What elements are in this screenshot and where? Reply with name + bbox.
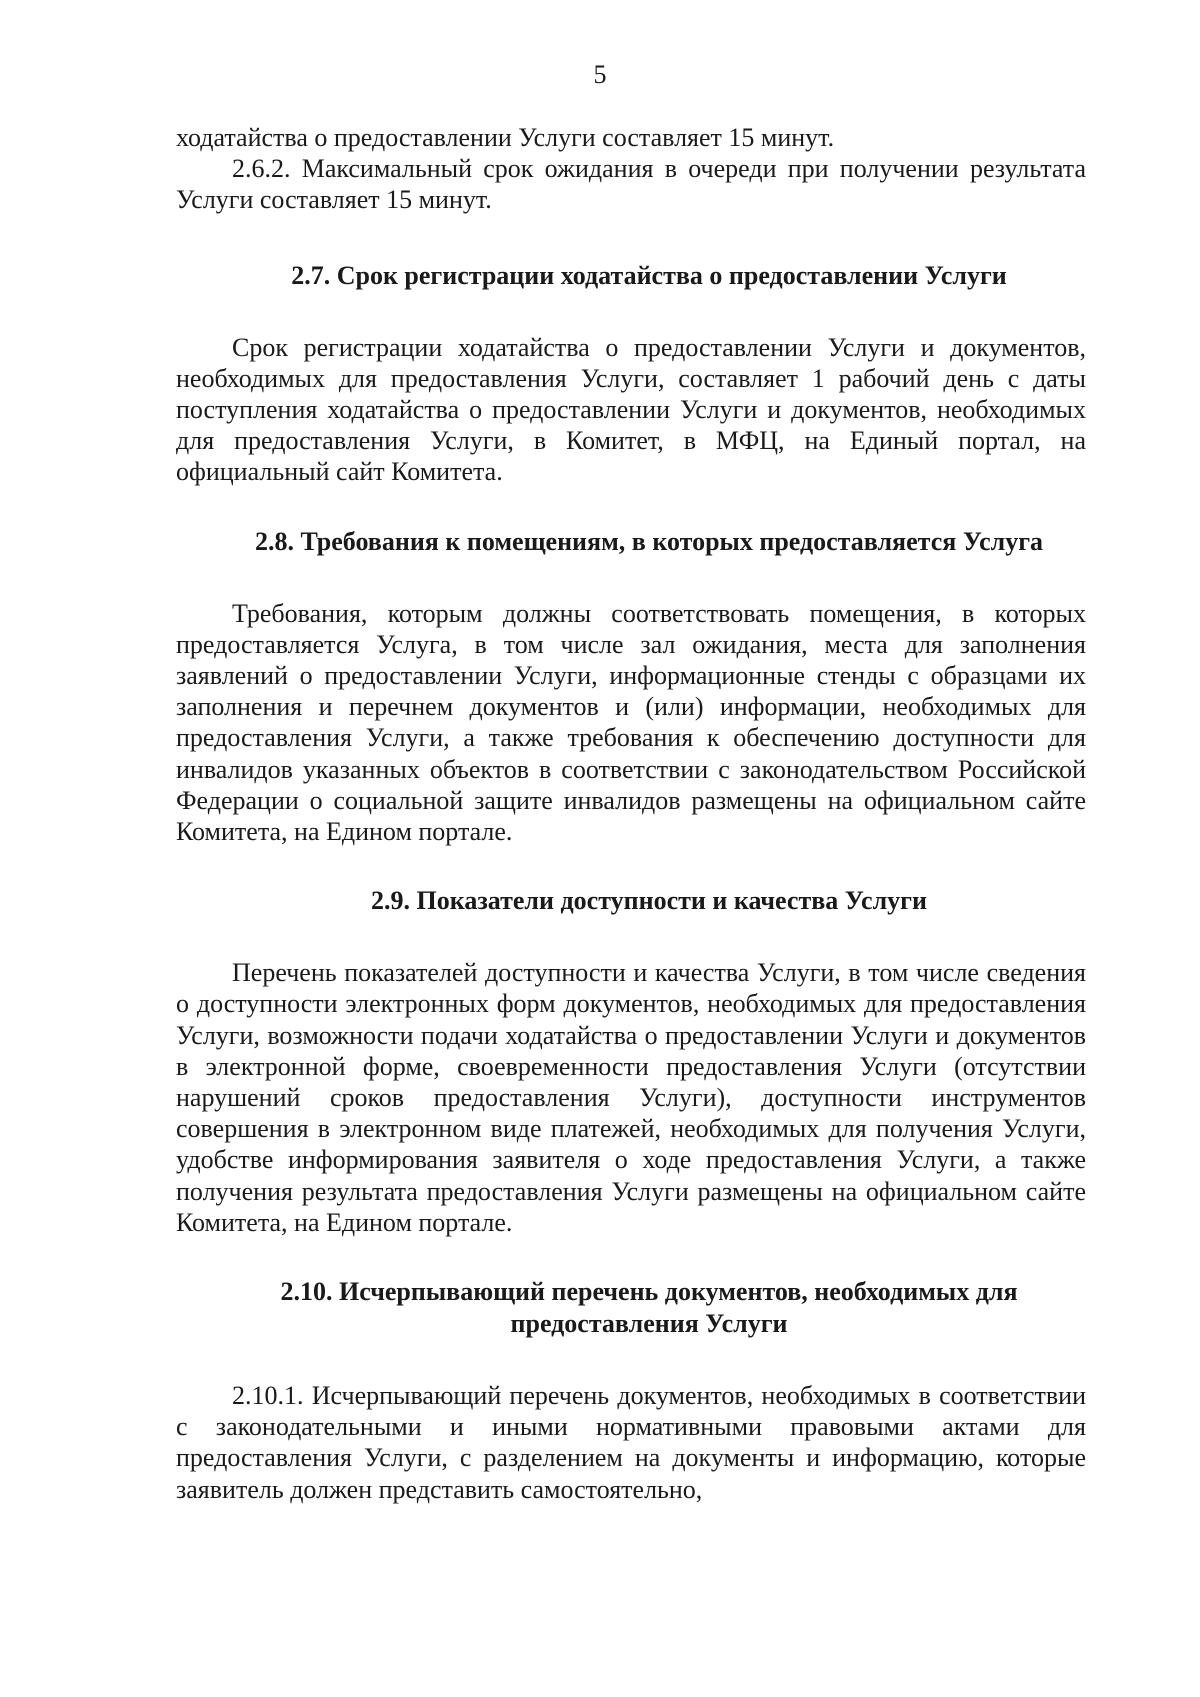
section-2-9-body: Перечень показателей доступности и качества Услуги, в том числе сведения о доступности электронных форм документов, необходимых для предоставления Услуги, возможности подачи ходатайства о предоставлении Услуги и документов в электронной форме, своевременности предоставления Услуги (отсутствии нарушений сроков предоставления Услуги), доступности инструментов совершения в электронном виде платежей, необходимых для получения Услуги, удобстве информирования заявителя о ходе предоставления Услуги, а также получения результата предоставления Услуги размещены на официальном сайте Комитета, на Едином портале. xyxy=(176,958,1086,1237)
intro-continuation: ходатайства о предоставлении Услуги составляет 15 минут. xyxy=(176,123,835,152)
section-2-7-body: Срок регистрации ходатайства о предоставлении Услуги и документов, необходимых для предоставления Услуги, составляет 1 рабочий день с даты поступления ходатайства о предоставлении Услуги и документов, необходимых для предоставления Услуги, в Комитет, в МФЦ, на Единый портал, на официальный сайт Комитета. xyxy=(176,332,1086,487)
section-2-8 xyxy=(176,526,1086,848)
page-number: 5 xyxy=(593,60,607,89)
paragraph-2-6-2: 2.6.2. Максимальный срок ожидания в очереди при получении результата Услуги составляет 15 минут. xyxy=(176,154,1086,215)
section-2-8-heading: 2.8. Требования к помещениям, в которых предоставляется Услуга xyxy=(254,526,1044,556)
section-2-8-body: Требования, которым должны соответствовать помещения, в которых предоставляется Услуга, в том числе зал ожидания, места для заполнения заявлений о предоставлении Услуги, информационные стенды с образцами их заполнения и перечнем документов и (или) информации, необходимых для предоставления Услуги, а также требования к обеспечению доступности для инвалидов указанных объектов в соответствии с законодательством Российской Федерации о социальной защите инвалидов размещены на официальном сайте Комитета, на Едином портале. xyxy=(176,598,1086,847)
document-body xyxy=(176,122,1086,1505)
section-2-10 xyxy=(176,1276,1086,1505)
section-2-9-heading: 2.9. Показатели доступности и качества Услуги xyxy=(371,886,927,916)
section-2-9 xyxy=(176,885,1086,1238)
section-2-7 xyxy=(176,260,1086,488)
section-2-7-heading: 2.7. Срок регистрации ходатайства о предоставлении Услуги xyxy=(291,260,1007,290)
section-2-10-body: 2.10.1. Исчерпывающий перечень документов, необходимых в соответствии с законодательными и иными нормативными правовыми актами для предоставления Услуги, с разделением на документы и информацию, которые заявитель должен представить самостоятельно, xyxy=(176,1381,1086,1504)
section-2-10-heading: 2.10. Исчерпывающий перечень документов, необходимых для предоставления Услуги xyxy=(280,1277,1018,1339)
